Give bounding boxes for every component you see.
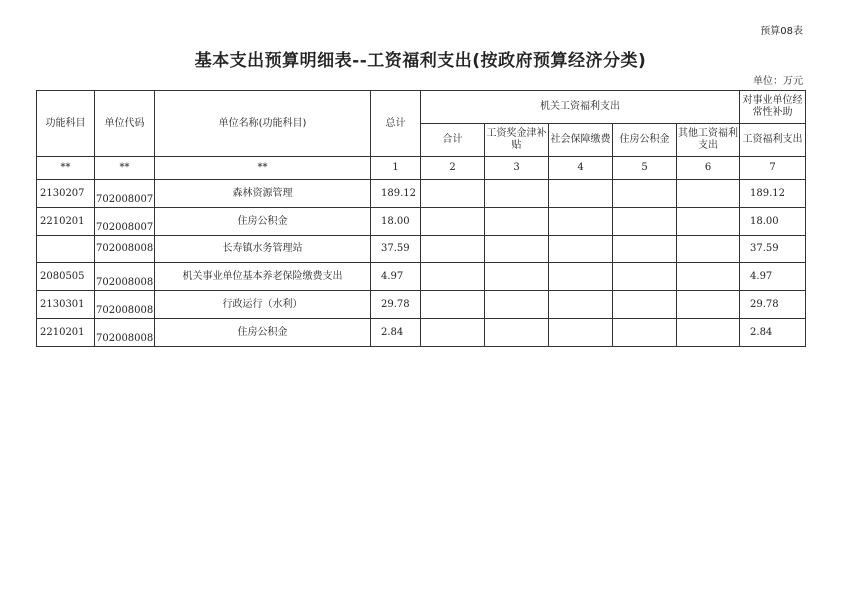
total-cell: 4.97	[371, 263, 421, 291]
empty-cell	[421, 208, 485, 236]
index-cell: **	[155, 157, 371, 180]
header-unit-name: 单位名称(功能科目)	[155, 91, 371, 157]
header-row-1	[37, 91, 806, 124]
unit-code-cell: 702008007	[95, 180, 155, 208]
budget-table	[36, 90, 806, 347]
unit-code-cell: 702008008	[95, 236, 155, 263]
empty-cell	[421, 319, 485, 347]
header-group-org: 机关工资福利支出	[421, 91, 740, 124]
empty-cell	[613, 208, 677, 236]
empty-cell	[677, 208, 740, 236]
subsidy-cell: 2.84	[740, 319, 806, 347]
index-row	[37, 157, 806, 180]
header-group-subsidy: 对事业单位经常性补助	[740, 91, 806, 124]
unit-name-cell: 行政运行（水利）	[155, 291, 371, 319]
header-total: 总计	[371, 91, 421, 157]
unit-name-cell: 住房公积金	[155, 208, 371, 236]
header-sub-salary: 工资奖金津补贴	[485, 124, 549, 157]
index-cell: 6	[677, 157, 740, 180]
func-subject-cell: 2080505	[37, 263, 95, 291]
header-func-subject: 功能科目	[37, 91, 95, 157]
table-row	[37, 236, 806, 263]
header-sub-housing: 住房公积金	[613, 124, 677, 157]
unit-name-cell: 机关事业单位基本养老保险缴费支出	[155, 263, 371, 291]
unit-name-cell: 森林资源管理	[155, 180, 371, 208]
index-cell: 7	[740, 157, 806, 180]
unit-code-cell: 702008008	[95, 263, 155, 291]
form-code: 预算08表	[760, 26, 803, 37]
empty-cell	[485, 319, 549, 347]
total-cell: 18.00	[371, 208, 421, 236]
empty-cell	[485, 291, 549, 319]
func-subject-cell	[37, 236, 95, 263]
total-cell: 189.12	[371, 180, 421, 208]
total-cell: 2.84	[371, 319, 421, 347]
empty-cell	[485, 263, 549, 291]
empty-cell	[549, 208, 613, 236]
empty-cell	[549, 180, 613, 208]
unit-label: 单位：万元	[753, 76, 803, 87]
total-cell: 37.59	[371, 236, 421, 263]
subsidy-cell: 189.12	[740, 180, 806, 208]
table-row	[37, 291, 806, 319]
empty-cell	[613, 236, 677, 263]
empty-cell	[549, 291, 613, 319]
empty-cell	[613, 319, 677, 347]
index-cell: **	[95, 157, 155, 180]
empty-cell	[549, 236, 613, 263]
empty-cell	[421, 263, 485, 291]
page-title: 基本支出预算明细表--工资福利支出(按政府预算经济分类)	[194, 51, 647, 71]
empty-cell	[613, 263, 677, 291]
empty-cell	[677, 263, 740, 291]
table-row	[37, 180, 806, 208]
subsidy-cell: 29.78	[740, 291, 806, 319]
empty-cell	[677, 291, 740, 319]
index-cell: 3	[485, 157, 549, 180]
unit-name-cell: 长寿镇水务管理站	[155, 236, 371, 263]
func-subject-cell: 2130207	[37, 180, 95, 208]
unit-code-cell: 702008008	[95, 319, 155, 347]
empty-cell	[613, 291, 677, 319]
table-row	[37, 263, 806, 291]
subsidy-cell: 18.00	[740, 208, 806, 236]
func-subject-cell: 2130301	[37, 291, 95, 319]
header-sub-social: 社会保障缴费	[549, 124, 613, 157]
table-row	[37, 208, 806, 236]
empty-cell	[485, 180, 549, 208]
total-cell: 29.78	[371, 291, 421, 319]
unit-code-cell: 702008007	[95, 208, 155, 236]
empty-cell	[677, 180, 740, 208]
empty-cell	[613, 180, 677, 208]
subsidy-cell: 4.97	[740, 263, 806, 291]
empty-cell	[549, 319, 613, 347]
func-subject-cell: 2210201	[37, 208, 95, 236]
header-unit-code: 单位代码	[95, 91, 155, 157]
index-cell: 1	[371, 157, 421, 180]
header-sub-total: 合计	[421, 124, 485, 157]
header-sub-wage: 工资福利支出	[740, 124, 806, 157]
unit-name-cell: 住房公积金	[155, 319, 371, 347]
header-sub-other: 其他工资福利支出	[677, 124, 740, 157]
func-subject-cell: 2210201	[37, 319, 95, 347]
index-cell: 4	[549, 157, 613, 180]
index-cell: **	[37, 157, 95, 180]
subsidy-cell: 37.59	[740, 236, 806, 263]
empty-cell	[549, 263, 613, 291]
unit-code-cell: 702008008	[95, 291, 155, 319]
empty-cell	[485, 236, 549, 263]
table-row	[37, 319, 806, 347]
index-cell: 5	[613, 157, 677, 180]
empty-cell	[421, 236, 485, 263]
empty-cell	[421, 180, 485, 208]
empty-cell	[421, 291, 485, 319]
empty-cell	[485, 208, 549, 236]
empty-cell	[677, 319, 740, 347]
index-cell: 2	[421, 157, 485, 180]
empty-cell	[677, 236, 740, 263]
